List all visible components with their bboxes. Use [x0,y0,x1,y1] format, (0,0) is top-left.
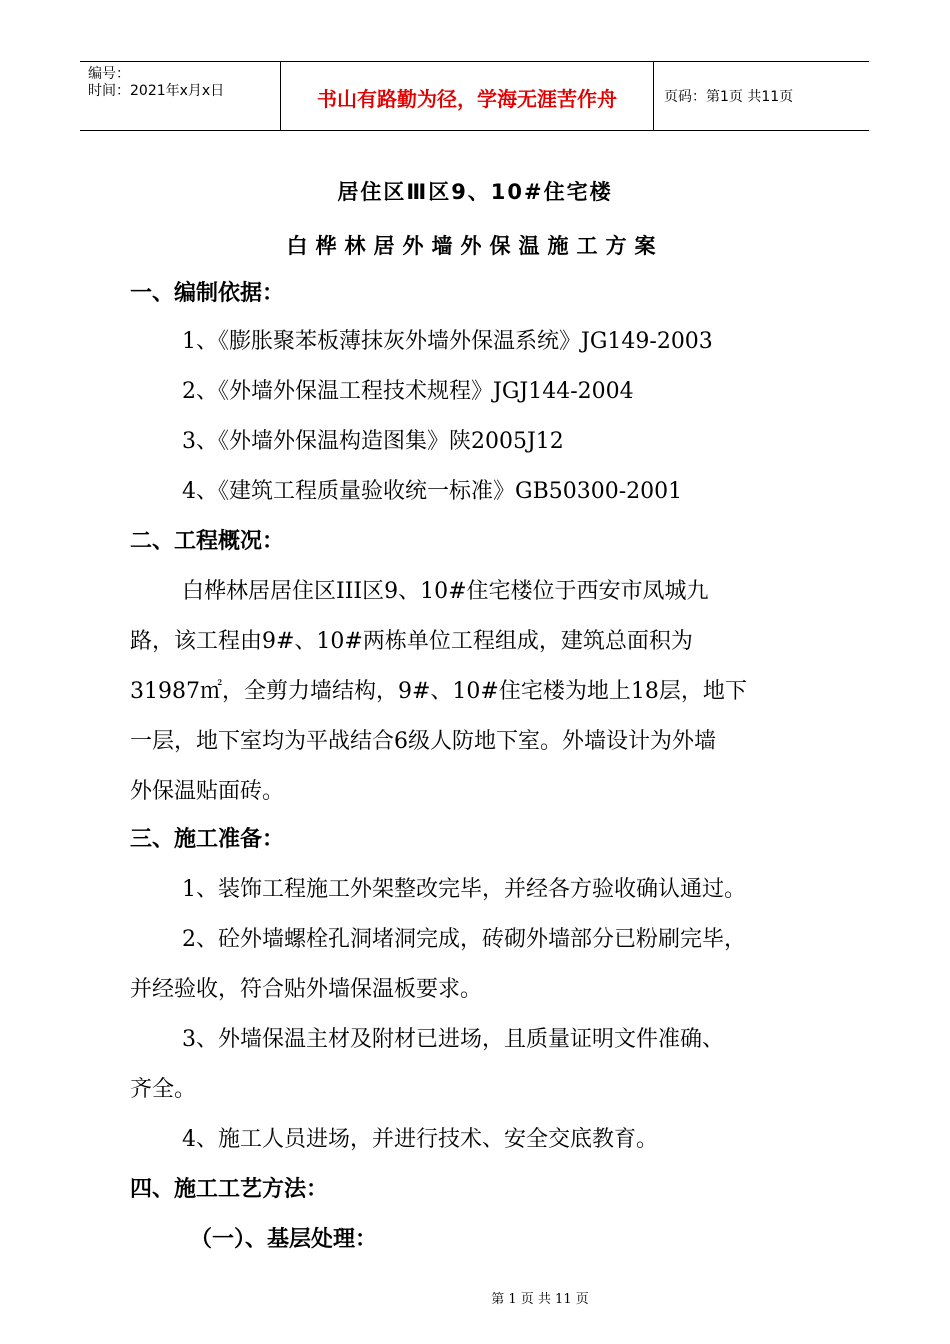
date-label: 时间：2021年x月x日 [88,83,225,99]
section-heading-3: 三、施工准备： [130,827,285,852]
header-motto: 书山有路勤为径，学海无涯苦作舟 [280,62,654,130]
header-page-label: 页码：第1页 共11页 [664,89,794,105]
doc-title-line1: 居住区Ⅲ区9、10#住宅楼 [337,180,613,204]
section-heading-2: 二、工程概况： [130,529,285,554]
prep-line: 1、装饰工程施工外架整改完毕，并经各方验收确认通过。 [182,877,746,902]
prep-line: 并经验收，符合贴外墙保温板要求。 [130,977,483,1002]
section-heading-1: 一、编制依据： [130,281,285,306]
prep-line: 齐全。 [130,1077,197,1102]
overview-line: 31987㎡，全剪力墙结构，9#、10#住宅楼为地上18层，地下 [130,679,747,704]
overview-line: 白桦林居居住区III区9、10#住宅楼位于西安市凤城九 [182,579,709,604]
basis-item: 3、《外墙外保温构造图集》陕2005J12 [182,429,564,454]
prep-line: 4、施工人员进场，并进行技术、安全交底教育。 [182,1127,658,1152]
doc-title-line2: 白桦林居外墙外保温施工方案 [286,234,664,258]
number-label: 编号： [88,66,130,82]
basis-item: 2、《外墙外保温工程技术规程》JGJ144-2004 [182,379,634,404]
basis-item: 4、《建筑工程质量验收统一标准》GB50300-2001 [182,479,683,504]
overview-line: 一层，地下室均为平战结合6级人防地下室。外墙设计为外墙 [130,729,716,754]
page-footer: 第 1 页 共 11 页 [491,1292,589,1307]
basis-item: 1、《膨胀聚苯板薄抹灰外墙外保温系统》JG149-2003 [182,329,713,354]
subsection-heading: （一）、基层处理： [190,1227,378,1252]
prep-line: 3、外墙保温主材及附材已进场，且质量证明文件准确、 [182,1027,724,1052]
overview-line: 路，该工程由9#、10#两栋单位工程组成，建筑总面积为 [130,629,693,654]
overview-line: 外保温贴面砖。 [130,779,285,804]
header-meta [80,62,280,130]
section-heading-4: 四、施工工艺方法： [130,1177,329,1202]
header-table [80,61,869,131]
prep-line: 2、砼外墙螺栓孔洞堵洞完成，砖砌外墙部分已粉刷完毕， [182,927,746,952]
